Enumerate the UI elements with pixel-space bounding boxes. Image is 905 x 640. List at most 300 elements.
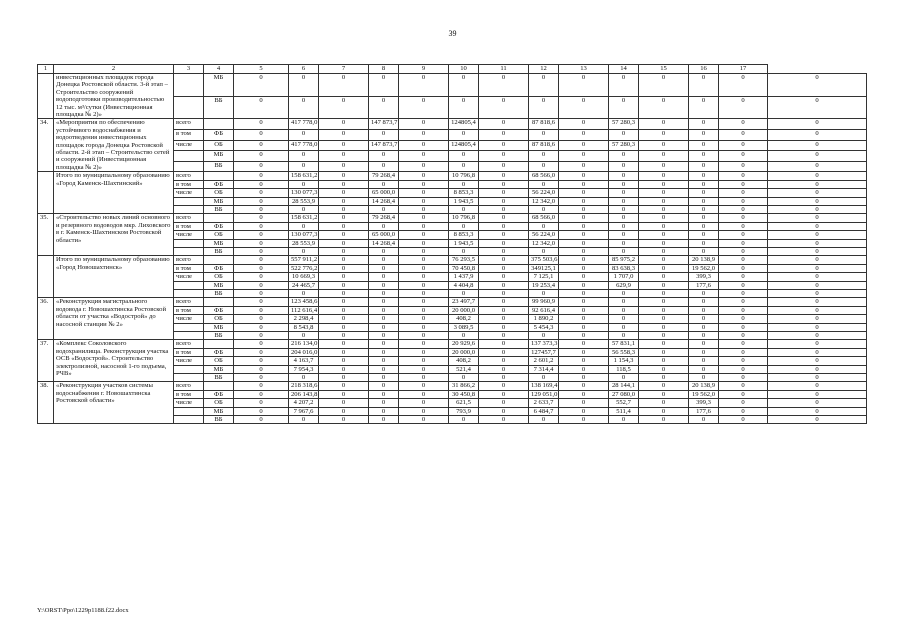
value-cell: 0 — [369, 273, 399, 281]
value-cell: 0 — [479, 348, 529, 356]
funding-label — [174, 407, 204, 415]
value-cell: 0 — [399, 180, 449, 188]
value-cell: 0 — [234, 306, 289, 314]
value-cell: 0 — [479, 172, 529, 180]
value-cell: 0 — [234, 374, 289, 382]
value-cell: 0 — [399, 197, 449, 205]
value-cell: 0 — [369, 161, 399, 172]
value-cell: 0 — [234, 247, 289, 255]
value-cell: 0 — [449, 289, 479, 297]
value-cell: 0 — [234, 332, 289, 340]
value-cell: 0 — [719, 365, 768, 373]
value-cell: 68 566,0 — [529, 172, 559, 180]
value-cell: 0 — [399, 231, 449, 239]
value-cell: 0 — [768, 357, 867, 365]
value-cell: 0 — [479, 140, 529, 151]
value-cell: 0 — [609, 231, 639, 239]
value-cell: 0 — [768, 96, 867, 119]
value-cell: 0 — [639, 119, 689, 130]
value-cell: 0 — [319, 340, 369, 348]
value-cell: 0 — [719, 231, 768, 239]
header-cell: 14 — [609, 65, 639, 74]
item-number: 35. — [38, 214, 54, 256]
value-cell: 0 — [609, 189, 639, 197]
value-cell: 0 — [559, 180, 609, 188]
value-cell: 0 — [689, 130, 719, 141]
value-cell: 0 — [289, 289, 319, 297]
funding-source: ФБ — [204, 264, 234, 272]
value-cell: 31 866,2 — [449, 382, 479, 390]
value-cell: 4 404,8 — [449, 281, 479, 289]
value-cell: 0 — [559, 365, 609, 373]
value-cell: 0 — [369, 374, 399, 382]
value-cell: 19 562,0 — [689, 264, 719, 272]
value-cell: 0 — [609, 161, 639, 172]
item-title: «Реконструкция магистрального водовода г. Новошахтинска Ростовской области от участка «Водострой» до насосной станции № 2» — [54, 298, 174, 340]
value-cell: 0 — [559, 273, 609, 281]
value-cell: 0 — [768, 74, 867, 97]
funding-label: в том — [174, 306, 204, 314]
value-cell: 0 — [319, 357, 369, 365]
value-cell: 83 638,3 — [609, 264, 639, 272]
value-cell: 56 224,0 — [529, 189, 559, 197]
value-cell: 2 601,2 — [529, 357, 559, 365]
value-cell: 0 — [609, 214, 639, 222]
value-cell: 85 975,2 — [609, 256, 639, 264]
value-cell: 0 — [639, 416, 689, 424]
value-cell: 0 — [768, 222, 867, 230]
value-cell: 629,9 — [609, 281, 639, 289]
value-cell: 147 873,7 — [369, 119, 399, 130]
header-cell: 12 — [529, 65, 559, 74]
value-cell: 0 — [449, 247, 479, 255]
header-cell: 9 — [399, 65, 449, 74]
value-cell: 0 — [319, 119, 369, 130]
value-cell: 0 — [234, 119, 289, 130]
value-cell: 19 562,0 — [689, 390, 719, 398]
value-cell: 57 280,3 — [609, 119, 639, 130]
value-cell: 0 — [689, 231, 719, 239]
funding-label: всего — [174, 172, 204, 180]
value-cell: 0 — [559, 222, 609, 230]
value-cell: 0 — [639, 357, 689, 365]
value-cell: 20 000,0 — [449, 306, 479, 314]
value-cell: 118,5 — [609, 365, 639, 373]
value-cell: 0 — [369, 306, 399, 314]
value-cell: 0 — [559, 416, 609, 424]
value-cell: 0 — [289, 374, 319, 382]
value-cell: 0 — [234, 256, 289, 264]
value-cell: 0 — [768, 205, 867, 213]
value-cell: 138 169,4 — [529, 382, 559, 390]
value-cell: 0 — [689, 172, 719, 180]
value-cell: 57 280,3 — [609, 140, 639, 151]
value-cell: 0 — [719, 151, 768, 162]
funding-label — [174, 239, 204, 247]
value-cell: 0 — [449, 332, 479, 340]
value-cell: 0 — [719, 180, 768, 188]
value-cell: 0 — [369, 281, 399, 289]
value-cell: 0 — [234, 382, 289, 390]
value-cell: 0 — [639, 151, 689, 162]
value-cell: 0 — [639, 399, 689, 407]
value-cell: 0 — [234, 340, 289, 348]
value-cell: 0 — [639, 348, 689, 356]
value-cell: 0 — [234, 273, 289, 281]
value-cell: 0 — [319, 306, 369, 314]
value-cell: 0 — [369, 407, 399, 415]
value-cell: 0 — [234, 74, 289, 97]
value-cell: 0 — [768, 289, 867, 297]
value-cell: 0 — [479, 130, 529, 141]
value-cell: 0 — [689, 289, 719, 297]
table-row — [38, 382, 867, 390]
value-cell: 0 — [768, 151, 867, 162]
value-cell: 0 — [399, 390, 449, 398]
value-cell: 0 — [319, 96, 369, 119]
value-cell: 0 — [289, 416, 319, 424]
funding-source: ВБ — [204, 247, 234, 255]
value-cell: 1 154,3 — [609, 357, 639, 365]
value-cell: 0 — [369, 256, 399, 264]
value-cell: 0 — [369, 74, 399, 97]
value-cell: 0 — [689, 416, 719, 424]
value-cell: 0 — [768, 390, 867, 398]
funding-label: в том — [174, 180, 204, 188]
value-cell: 0 — [479, 239, 529, 247]
value-cell: 0 — [768, 256, 867, 264]
value-cell: 0 — [449, 130, 479, 141]
value-cell: 0 — [719, 222, 768, 230]
funding-label: числе — [174, 231, 204, 239]
value-cell: 0 — [234, 281, 289, 289]
funding-label — [174, 332, 204, 340]
value-cell: 0 — [768, 189, 867, 197]
header-cell: 1 — [38, 65, 54, 74]
value-cell: 20 929,6 — [449, 340, 479, 348]
value-cell: 1 943,5 — [449, 197, 479, 205]
value-cell: 147 873,7 — [369, 140, 399, 151]
value-cell: 0 — [559, 151, 609, 162]
value-cell: 0 — [639, 197, 689, 205]
funding-source: ВБ — [204, 205, 234, 213]
value-cell: 0 — [689, 119, 719, 130]
value-cell: 0 — [234, 264, 289, 272]
funding-source: ВБ — [204, 96, 234, 119]
funding-label — [174, 205, 204, 213]
value-cell: 0 — [234, 365, 289, 373]
table-row — [38, 172, 867, 180]
value-cell: 0 — [479, 231, 529, 239]
value-cell: 417 778,0 — [289, 119, 319, 130]
value-cell: 0 — [559, 298, 609, 306]
funding-source: ФБ — [204, 390, 234, 398]
value-cell: 0 — [559, 247, 609, 255]
value-cell: 0 — [289, 161, 319, 172]
value-cell: 0 — [479, 374, 529, 382]
value-cell: 0 — [479, 306, 529, 314]
value-cell: 0 — [768, 197, 867, 205]
value-cell: 417 778,0 — [289, 140, 319, 151]
value-cell: 0 — [369, 382, 399, 390]
value-cell: 79 268,4 — [369, 214, 399, 222]
value-cell: 0 — [689, 189, 719, 197]
funding-source: ФБ — [204, 180, 234, 188]
value-cell: 130 077,3 — [289, 189, 319, 197]
value-cell: 0 — [689, 298, 719, 306]
value-cell: 0 — [319, 74, 369, 97]
value-cell: 0 — [768, 332, 867, 340]
value-cell: 12 342,0 — [529, 239, 559, 247]
value-cell: 0 — [719, 214, 768, 222]
value-cell: 0 — [689, 74, 719, 97]
value-cell: 27 080,0 — [609, 390, 639, 398]
value-cell: 99 960,9 — [529, 298, 559, 306]
value-cell: 0 — [399, 399, 449, 407]
value-cell: 0 — [719, 382, 768, 390]
value-cell: 0 — [399, 74, 449, 97]
value-cell: 8 853,3 — [449, 231, 479, 239]
value-cell: 522 776,2 — [289, 264, 319, 272]
value-cell: 0 — [479, 365, 529, 373]
value-cell: 0 — [369, 340, 399, 348]
value-cell: 0 — [369, 390, 399, 398]
value-cell: 0 — [689, 357, 719, 365]
funding-source: ОБ — [204, 140, 234, 151]
value-cell: 0 — [609, 289, 639, 297]
value-cell: 24 465,7 — [289, 281, 319, 289]
value-cell: 0 — [529, 332, 559, 340]
value-cell: 0 — [479, 222, 529, 230]
value-cell: 375 503,6 — [529, 256, 559, 264]
funding-source: МБ — [204, 323, 234, 331]
value-cell: 0 — [529, 416, 559, 424]
value-cell: 0 — [719, 197, 768, 205]
funding-source: ФБ — [204, 130, 234, 141]
value-cell: 204 016,0 — [289, 348, 319, 356]
value-cell: 0 — [719, 390, 768, 398]
funding-label: числе — [174, 273, 204, 281]
value-cell: 10 796,8 — [449, 172, 479, 180]
value-cell: 0 — [319, 332, 369, 340]
value-cell: 56 558,3 — [609, 348, 639, 356]
funding-label — [174, 416, 204, 424]
value-cell: 0 — [768, 374, 867, 382]
value-cell: 0 — [479, 298, 529, 306]
value-cell: 0 — [768, 348, 867, 356]
value-cell: 0 — [719, 332, 768, 340]
value-cell: 0 — [768, 416, 867, 424]
value-cell: 0 — [289, 205, 319, 213]
funding-source — [204, 298, 234, 306]
value-cell: 0 — [234, 407, 289, 415]
funding-source: ВБ — [204, 161, 234, 172]
value-cell: 0 — [479, 273, 529, 281]
header-cell: 5 — [234, 65, 289, 74]
value-cell: 0 — [639, 365, 689, 373]
funding-source — [204, 382, 234, 390]
value-cell: 0 — [319, 348, 369, 356]
value-cell: 0 — [399, 281, 449, 289]
value-cell: 399,3 — [689, 399, 719, 407]
value-cell: 20 138,9 — [689, 256, 719, 264]
value-cell: 0 — [609, 96, 639, 119]
value-cell: 0 — [479, 407, 529, 415]
value-cell: 0 — [479, 399, 529, 407]
value-cell: 0 — [479, 281, 529, 289]
value-cell: 0 — [529, 247, 559, 255]
funding-label — [174, 365, 204, 373]
value-cell: 0 — [559, 340, 609, 348]
value-cell: 0 — [719, 205, 768, 213]
value-cell: 0 — [559, 172, 609, 180]
value-cell: 0 — [479, 247, 529, 255]
value-cell: 0 — [689, 323, 719, 331]
value-cell: 521,4 — [449, 365, 479, 373]
value-cell: 0 — [639, 298, 689, 306]
value-cell: 0 — [399, 151, 449, 162]
value-cell: 0 — [639, 407, 689, 415]
funding-label: числе — [174, 140, 204, 151]
value-cell: 0 — [639, 239, 689, 247]
funding-source: МБ — [204, 365, 234, 373]
funding-source: ВБ — [204, 374, 234, 382]
value-cell: 0 — [234, 348, 289, 356]
value-cell: 0 — [319, 315, 369, 323]
value-cell: 0 — [768, 298, 867, 306]
value-cell: 123 458,6 — [289, 298, 319, 306]
value-cell: 0 — [559, 399, 609, 407]
value-cell: 124805,4 — [449, 119, 479, 130]
funding-source: ВБ — [204, 289, 234, 297]
value-cell: 0 — [234, 180, 289, 188]
value-cell: 0 — [289, 222, 319, 230]
header-cell: 11 — [479, 65, 529, 74]
value-cell: 0 — [609, 205, 639, 213]
value-cell: 30 450,8 — [449, 390, 479, 398]
funding-label: числе — [174, 315, 204, 323]
header-cell: 10 — [449, 65, 479, 74]
value-cell: 0 — [689, 96, 719, 119]
value-cell: 552,7 — [609, 399, 639, 407]
value-cell: 0 — [479, 382, 529, 390]
value-cell: 7 967,6 — [289, 407, 319, 415]
value-cell: 0 — [639, 281, 689, 289]
value-cell: 0 — [689, 151, 719, 162]
value-cell: 0 — [559, 96, 609, 119]
value-cell: 0 — [639, 273, 689, 281]
value-cell: 0 — [719, 96, 768, 119]
value-cell: 0 — [719, 119, 768, 130]
funding-label: в том — [174, 130, 204, 141]
value-cell: 0 — [399, 239, 449, 247]
value-cell: 0 — [319, 247, 369, 255]
value-cell: 23 497,7 — [449, 298, 479, 306]
value-cell: 0 — [234, 289, 289, 297]
value-cell: 0 — [479, 315, 529, 323]
value-cell: 0 — [369, 151, 399, 162]
value-cell: 0 — [399, 357, 449, 365]
value-cell: 177,6 — [689, 407, 719, 415]
funding-label: числе — [174, 399, 204, 407]
value-cell: 793,9 — [449, 407, 479, 415]
value-cell: 0 — [529, 222, 559, 230]
funding-label — [174, 323, 204, 331]
table-row — [38, 340, 867, 348]
value-cell: 0 — [639, 264, 689, 272]
value-cell: 0 — [768, 214, 867, 222]
value-cell: 0 — [719, 298, 768, 306]
item-title: Итого по муниципальному образованию «Город Новошахтинск» — [54, 256, 174, 298]
table-row — [38, 119, 867, 130]
funding-source: МБ — [204, 281, 234, 289]
value-cell: 0 — [559, 264, 609, 272]
value-cell: 0 — [559, 348, 609, 356]
value-cell: 0 — [719, 189, 768, 197]
value-cell: 57 831,1 — [609, 340, 639, 348]
value-cell: 87 818,6 — [529, 140, 559, 151]
value-cell: 0 — [319, 264, 369, 272]
value-cell: 0 — [768, 382, 867, 390]
item-number — [38, 74, 54, 119]
value-cell: 0 — [609, 374, 639, 382]
value-cell: 0 — [399, 130, 449, 141]
value-cell: 0 — [479, 119, 529, 130]
value-cell: 0 — [449, 161, 479, 172]
value-cell: 0 — [639, 140, 689, 151]
value-cell: 0 — [529, 96, 559, 119]
value-cell: 0 — [289, 332, 319, 340]
funding-label: в том — [174, 264, 204, 272]
item-number: 37. — [38, 340, 54, 382]
value-cell: 0 — [639, 332, 689, 340]
value-cell: 0 — [609, 239, 639, 247]
value-cell: 0 — [234, 222, 289, 230]
value-cell: 408,2 — [449, 357, 479, 365]
value-cell: 0 — [559, 239, 609, 247]
value-cell: 0 — [369, 332, 399, 340]
funding-label — [174, 197, 204, 205]
value-cell: 0 — [719, 340, 768, 348]
value-cell: 0 — [399, 119, 449, 130]
value-cell: 0 — [369, 348, 399, 356]
value-cell: 0 — [234, 239, 289, 247]
value-cell: 0 — [559, 332, 609, 340]
value-cell: 0 — [559, 189, 609, 197]
value-cell: 0 — [689, 315, 719, 323]
value-cell: 0 — [399, 348, 449, 356]
value-cell: 0 — [719, 407, 768, 415]
value-cell: 0 — [479, 390, 529, 398]
funding-label: в том — [174, 390, 204, 398]
value-cell: 7 954,3 — [289, 365, 319, 373]
table-row — [38, 214, 867, 222]
value-cell: 0 — [639, 374, 689, 382]
value-cell: 0 — [719, 357, 768, 365]
value-cell: 28 144,1 — [609, 382, 639, 390]
value-cell: 20 138,9 — [689, 382, 719, 390]
value-cell: 0 — [399, 416, 449, 424]
value-cell: 0 — [319, 130, 369, 141]
value-cell: 0 — [529, 205, 559, 213]
value-cell: 0 — [609, 323, 639, 331]
value-cell: 0 — [399, 332, 449, 340]
value-cell: 0 — [479, 189, 529, 197]
value-cell: 0 — [319, 222, 369, 230]
funding-source: ФБ — [204, 348, 234, 356]
item-number: 34. — [38, 119, 54, 172]
value-cell: 0 — [289, 151, 319, 162]
